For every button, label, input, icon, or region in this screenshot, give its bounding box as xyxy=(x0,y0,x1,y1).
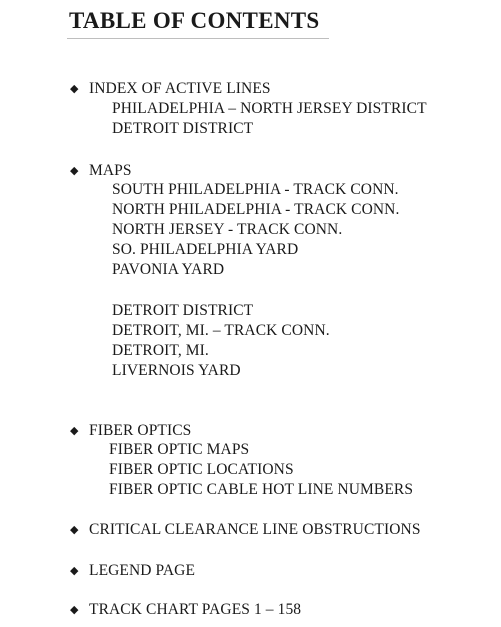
list-item: SO. PHILADELPHIA YARD xyxy=(112,241,299,258)
diamond-bullet-icon: ◆ xyxy=(70,164,79,177)
section-heading-maps: MAPS xyxy=(89,162,132,179)
document-title: TABLE OF CONTENTS xyxy=(69,8,320,33)
section-heading-fiber-optics: FIBER OPTICS xyxy=(89,422,192,439)
diamond-bullet-icon: ◆ xyxy=(70,424,79,437)
list-item: FIBER OPTIC CABLE HOT LINE NUMBERS xyxy=(109,481,414,498)
list-item: DETROIT, MI. xyxy=(112,342,209,359)
diamond-bullet-icon: ◆ xyxy=(70,82,79,95)
list-item: FIBER OPTIC LOCATIONS xyxy=(109,461,294,478)
list-item: FIBER OPTIC MAPS xyxy=(109,441,250,458)
list-item: LIVERNOIS YARD xyxy=(112,362,241,379)
list-item: SOUTH PHILADELPHIA - TRACK CONN. xyxy=(112,181,399,198)
section-heading-index-of-active-lines: INDEX OF ACTIVE LINES xyxy=(89,80,271,97)
list-item: NORTH JERSEY - TRACK CONN. xyxy=(112,221,343,238)
list-item: DETROIT DISTRICT xyxy=(112,302,254,319)
title-underline xyxy=(67,38,329,39)
list-item: PAVONIA YARD xyxy=(112,261,225,278)
list-item: PHILADELPHIA – NORTH JERSEY DISTRICT xyxy=(112,100,427,117)
list-item: NORTH PHILADELPHIA - TRACK CONN. xyxy=(112,201,400,218)
section-heading-critical-clearance: CRITICAL CLEARANCE LINE OBSTRUCTIONS xyxy=(89,521,421,538)
list-item: DETROIT, MI. – TRACK CONN. xyxy=(112,322,330,339)
diamond-bullet-icon: ◆ xyxy=(70,523,79,536)
diamond-bullet-icon: ◆ xyxy=(70,603,79,616)
diamond-bullet-icon: ◆ xyxy=(70,564,79,577)
section-heading-track-chart-pages: TRACK CHART PAGES 1 – 158 xyxy=(89,601,302,618)
section-heading-legend-page: LEGEND PAGE xyxy=(89,562,196,579)
list-item: DETROIT DISTRICT xyxy=(112,120,254,137)
